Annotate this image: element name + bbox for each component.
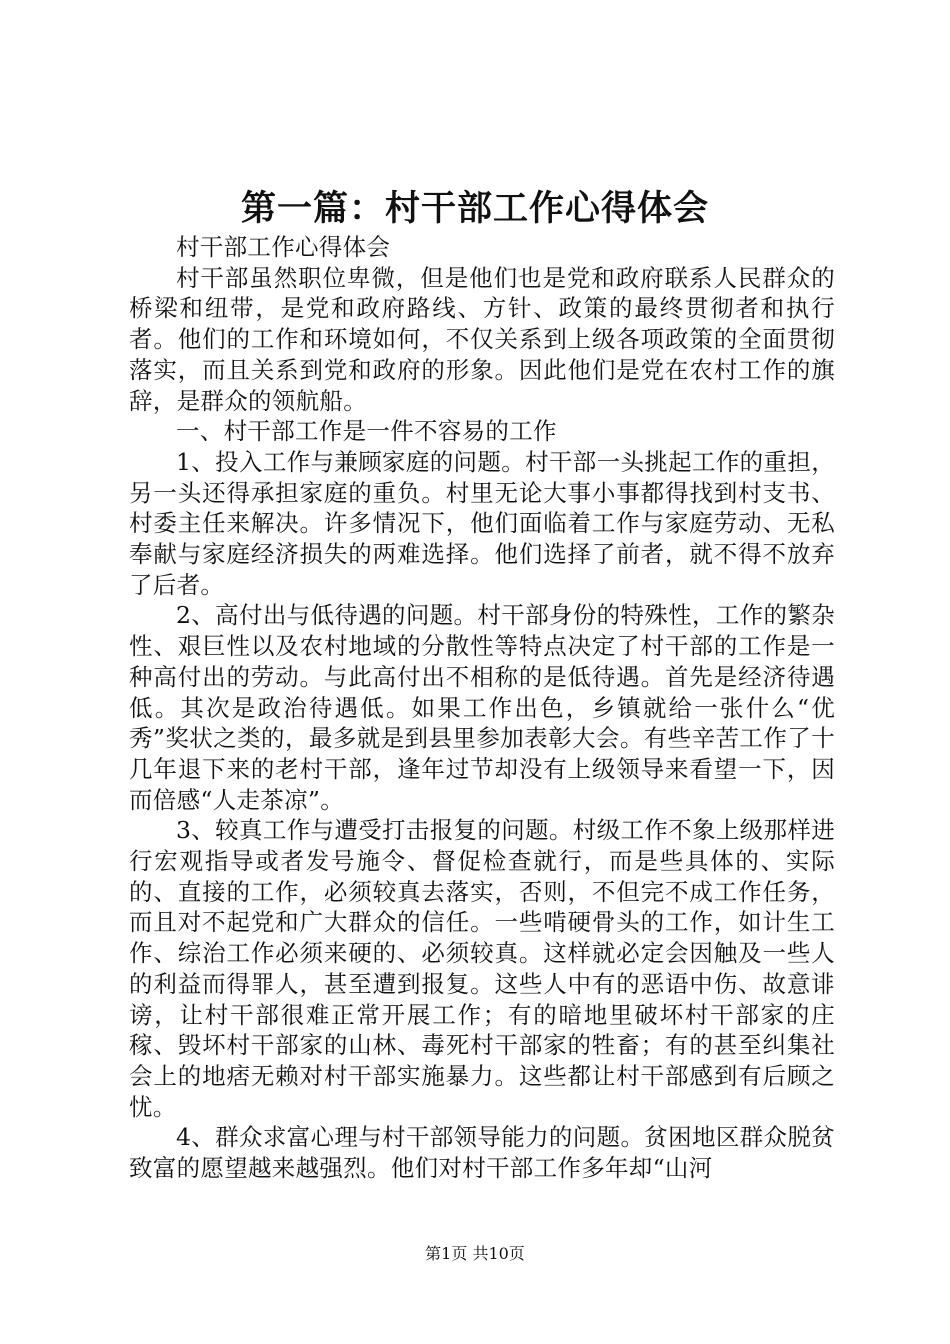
document-body — [129, 232, 835, 1184]
paragraph-point-1: 1、投入工作与兼顾家庭的问题。村干部一头挑起工作的重担，另一头还得承担家庭的重负。村里无论大事小事都得找到村支书、村委主任来解决。许多情况下，他们面临着工作与家庭劳动、无私奉献与家庭经济损失的两难选择。他们选择了前者，就不得不放弃了后者。 — [129, 447, 835, 599]
paragraph-subtitle: 村干部工作心得体会 — [176, 233, 391, 261]
paragraph-point-2: 2、高付出与低待遇的问题。村干部身份的特殊性，工作的繁杂性、艰巨性以及农村地域的分散性等特点决定了村干部的工作是一种高付出的劳动。与此高付出不相称的是低待遇。首先是经济待遇低。其次是政治待遇低。如果工作出色，乡镇就给一张什么“优秀”奖状之类的，最多就是到县里参加表彰大会。有些辛苦工作了十几年退下来的老村干部，逢年过节却没有上级领导来看望一下，因而倍感“人走茶凉”。 — [129, 601, 835, 814]
paragraph-point-4: 4、群众求富心理与村干部领导能力的问题。贫困地区群众脱贫致富的愿望越来越强烈。他们对村干部工作多年却“山河 — [129, 1123, 835, 1183]
section-heading-1: 一、村干部工作是一件不容易的工作 — [176, 417, 557, 446]
page-footer: 第1页 共10页 — [425, 1244, 525, 1263]
paragraph-intro: 村干部虽然职位卑微，但是他们也是党和政府联系人民群众的桥梁和纽带，是党和政府路线、方针、政策的最终贯彻者和执行者。他们的工作和环境如何，不仅关系到上级各项政策的全面贯彻落实，而且关系到党和政府的形象。因此他们是党在农村工作的旗辞，是群众的领航船。 — [129, 263, 835, 415]
paragraph-point-3: 3、较真工作与遭受打击报复的问题。村级工作不象上级那样进行宏观指导或者发号施令、督促检查就行，而是些具体的、实际的、直接的工作，必须较真去落实，否则，不但完不成工作任务，而且对不起党和广大群众的信任。一些啃硬骨头的工作，如计生工作、综治工作必须来硬的、必须较真。这样就必定会因触及一些人的利益而得罪人，甚至遭到报复。这些人中有的恶语中伤、故意诽谤，让村干部很难正常开展工作；有的暗地里破坏村干部家的庄稼、毁坏村干部家的山林、毒死村干部家的牲畜；有的甚至纠集社会上的地痞无赖对村干部实施暴力。这些都让村干部感到有后顾之忧。 — [129, 816, 835, 1121]
document-title: 第一篇：村干部工作心得体会 — [240, 188, 709, 229]
